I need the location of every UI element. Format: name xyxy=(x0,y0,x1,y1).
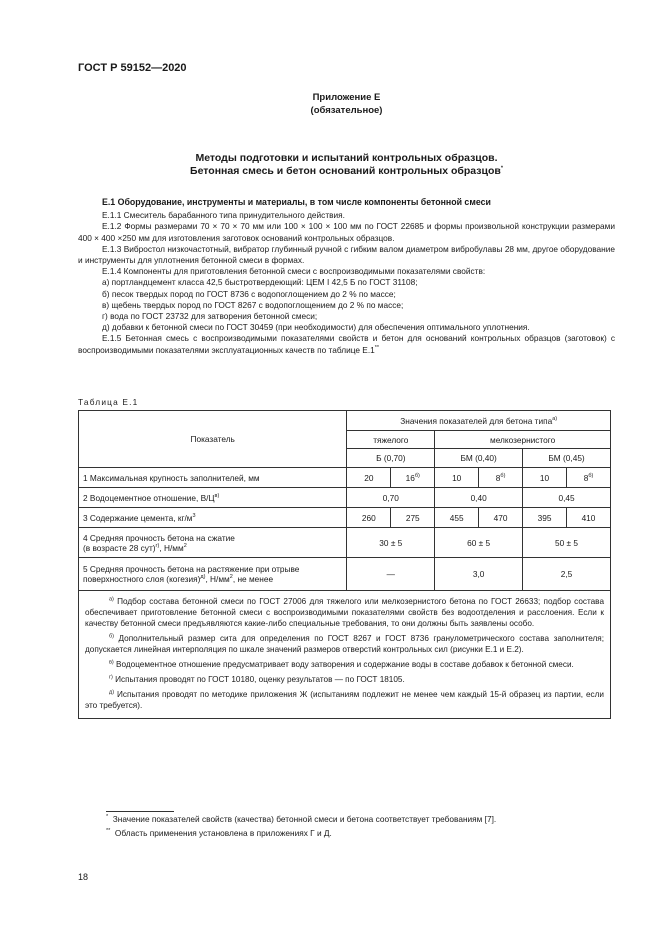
header-heavy: тяжелого xyxy=(347,431,435,449)
appendix-heading xyxy=(78,91,615,117)
table-notes xyxy=(79,591,611,719)
row-label-sup: 2 xyxy=(183,542,187,549)
row-label-text: (в возрасте 28 сут) xyxy=(83,542,156,553)
footnote-2 xyxy=(106,828,332,838)
list-item-g: г) вода по ГОСТ 23732 для затворения бетонной смеси; xyxy=(102,311,318,322)
table-row xyxy=(79,488,611,508)
table-cell: — xyxy=(347,558,435,591)
table-cell: 275 xyxy=(391,508,435,528)
header-fine: мелкозернистого xyxy=(435,431,611,449)
row-label-unit: , Н/мм xyxy=(159,542,184,553)
table-notes-row xyxy=(79,591,611,719)
note-g xyxy=(85,674,604,685)
row-label xyxy=(79,528,347,558)
table-cell: 470 xyxy=(479,508,523,528)
row-label-text: 2 Водоцементное отношение, В/Ц xyxy=(83,492,215,503)
table-cell: 30 ± 5 xyxy=(347,528,435,558)
cell-mark: б) xyxy=(588,472,594,479)
row-label-mark: г) xyxy=(155,542,160,549)
table-cell: 0,40 xyxy=(435,488,523,508)
table-cell xyxy=(479,468,523,488)
note-a xyxy=(85,596,604,629)
header-bm040: БМ (0,40) xyxy=(435,449,523,468)
header-values-text: Значения показателей для бетона типа xyxy=(400,415,553,426)
list-item-a: а) портландцемент класса 42,5 быстротвердеющий: ЦЕМ I 42,5 Б по ГОСТ 31108; xyxy=(102,277,418,288)
document-title xyxy=(78,152,615,178)
footnote-text: Область применения установлена в приложениях Г и Д. xyxy=(114,828,332,838)
paragraph-e15 xyxy=(78,333,615,355)
section-heading: Е.1 Оборудование, инструменты и материалы, в том числе компоненты бетонной смеси xyxy=(102,197,491,207)
table-row xyxy=(79,528,611,558)
row-label-unit: , Н/мм xyxy=(205,574,230,584)
row-label-line-1: 4 Средняя прочность бетона на сжатие xyxy=(83,532,235,543)
table-cell xyxy=(566,468,610,488)
row-label-line-2 xyxy=(83,574,342,584)
table-cell: 2,5 xyxy=(523,558,611,591)
note-text: Водоцементное отношение предусматривает воду затворения и содержание воды в составе добавок к бетонной смеси. xyxy=(116,660,574,669)
table-row xyxy=(79,558,611,591)
row-label-line-1: 5 Средняя прочность бетона на растяжение при отрыве xyxy=(83,564,300,574)
list-item-b: б) песок твердых пород по ГОСТ 8736 с водопоглощением до 2 % по массе; xyxy=(102,288,396,299)
table-cell: 60 ± 5 xyxy=(435,528,523,558)
paragraph-e15-text: Е.1.5 Бетонная смесь с воспроизводимыми показателями свойств и бетон для оснований контрольных образцов (заготовок) с воспроизводимыми показателями эксплуатационных качеств по таблице Е.1 xyxy=(78,333,615,355)
note-text: Подбор состава бетонной смеси по ГОСТ 27006 для тяжелого или мелкозернистого бетона по ГОСТ 26633; подбор состава обеспечивает приготовление бетонной смеси с воспроизводимыми показателями свойств без водоотделения и расслоения. Если к качеству бетонной смеси предъявляются какие-либо специальные требования, то они должны быть заявлены особо. xyxy=(85,597,604,628)
table-cell: 410 xyxy=(566,508,610,528)
table-cell: 0,70 xyxy=(347,488,435,508)
appendix-status: (обязательное) xyxy=(310,105,383,116)
row-label-mark: в) xyxy=(214,492,220,499)
table-e1 xyxy=(78,410,611,719)
title-line-2 xyxy=(78,165,615,178)
note-mark: б) xyxy=(109,633,114,640)
note-b xyxy=(85,633,604,655)
footnote-mark: * xyxy=(106,814,109,821)
title-line-1: Методы подготовки и испытаний контрольных образцов. xyxy=(195,152,498,164)
row-label-text: 3 Содержание цемента, кг/м xyxy=(83,512,193,523)
row-label-line-2 xyxy=(83,543,342,553)
footnote-1 xyxy=(106,814,496,824)
cell-mark: б) xyxy=(414,472,420,479)
table-cell: 3,0 xyxy=(435,558,523,591)
row-label xyxy=(79,488,347,508)
footnote-text: Значение показателей свойств (качества) бетонной смеси и бетона соответствует требованиям [7]. xyxy=(112,814,497,824)
paragraph-e15-mark: ** xyxy=(374,344,380,351)
note-mark: а) xyxy=(109,596,114,603)
table-cell: 395 xyxy=(523,508,567,528)
cell-mark: б) xyxy=(500,472,506,479)
note-v xyxy=(85,659,604,670)
note-text: Дополнительный размер сита для определения по ГОСТ 8267 и ГОСТ 8736 гранулометрического состава заполнителя; допускается линейная интерполяция по шкале значений размеров отверстий контрольных сил (рисунки Е.1 и Е.2). xyxy=(85,634,604,654)
list-item-v: в) щебень твердых пород по ГОСТ 8267 с водопоглощением до 2 % по массе; xyxy=(102,299,404,310)
table-cell: 50 ± 5 xyxy=(523,528,611,558)
cell-value: 8 xyxy=(495,472,501,483)
header-indicator: Показатель xyxy=(79,411,347,468)
paragraph-e12: Е.1.2 Формы размерами 70 × 70 × 70 мм или 100 × 100 × 100 мм по ГОСТ 22685 и формы произвольной конструкции размерами 400 × 400 ×250 мм для изготовления заготовок оснований контрольных образцов. xyxy=(78,221,615,243)
paragraph-e14: Е.1.4 Компоненты для приготовления бетонной смеси с воспроизводимыми показателями свойств: xyxy=(102,266,486,277)
row-label-mark: д) xyxy=(200,574,206,581)
row-label-text: поверхностного слоя (когезия) xyxy=(83,574,201,584)
header-values-mark: а) xyxy=(552,415,558,422)
page-number: 18 xyxy=(78,872,89,882)
cell-value: 8 xyxy=(583,472,589,483)
row-label-sup: 3 xyxy=(192,512,196,519)
paragraph-e11: Е.1.1 Смеситель барабанного типа принудительного действия. xyxy=(102,210,345,221)
appendix-title: Приложение Е xyxy=(312,92,381,103)
section-e1 xyxy=(78,197,615,356)
table-cell: 455 xyxy=(435,508,479,528)
cell-value: 16 xyxy=(405,472,415,483)
table-cell: 10 xyxy=(523,468,567,488)
table-row xyxy=(79,468,611,488)
note-mark: в) xyxy=(109,659,114,666)
footnote-divider xyxy=(106,811,174,812)
title-line-2-text: Бетонная смесь и бетон оснований контрольных образцов xyxy=(190,165,501,177)
row-label xyxy=(79,508,347,528)
header-b070: Б (0,70) xyxy=(347,449,435,468)
note-mark: г) xyxy=(109,674,113,681)
footnote-mark: ** xyxy=(106,828,111,835)
table-cell: 20 xyxy=(347,468,391,488)
table-cell: 0,45 xyxy=(523,488,611,508)
table-cell xyxy=(391,468,435,488)
note-d xyxy=(85,689,604,711)
standard-number: ГОСТ Р 59152—2020 xyxy=(78,62,187,74)
row-label-tail: , не менее xyxy=(232,574,274,584)
table-cell: 10 xyxy=(435,468,479,488)
row-label xyxy=(79,558,347,591)
header-bm045: БМ (0,45) xyxy=(523,449,611,468)
row-label-sup: 2 xyxy=(229,574,233,581)
table-caption: Таблица Е.1 xyxy=(78,397,139,407)
paragraph-e13: Е.1.3 Вибростол низкочастотный, вибратор глубинный ручной с гибким валом диаметром вибробулавы 28 мм, другое оборудование и инструменты для уплотнения бетонной смеси в формах. xyxy=(78,243,615,266)
title-footnote-mark: * xyxy=(500,165,503,172)
list-item-d: д) добавки к бетонной смеси по ГОСТ 30459 (при необходимости) для обеспечения оптимального уплотнения. xyxy=(102,322,530,333)
note-text: Испытания проводят по ГОСТ 10180, оценку результатов — по ГОСТ 18105. xyxy=(115,675,405,684)
table-cell: 260 xyxy=(347,508,391,528)
row-label: 1 Максимальная крупность заполнителей, мм xyxy=(79,468,347,488)
table-row xyxy=(79,508,611,528)
note-mark: д) xyxy=(109,689,115,696)
header-values xyxy=(347,411,611,431)
note-text: Испытания проводят по методике приложения Ж (испытаниям подлежит не менее чем каждый 15-й образец из партии, если это требуется). xyxy=(85,690,605,710)
